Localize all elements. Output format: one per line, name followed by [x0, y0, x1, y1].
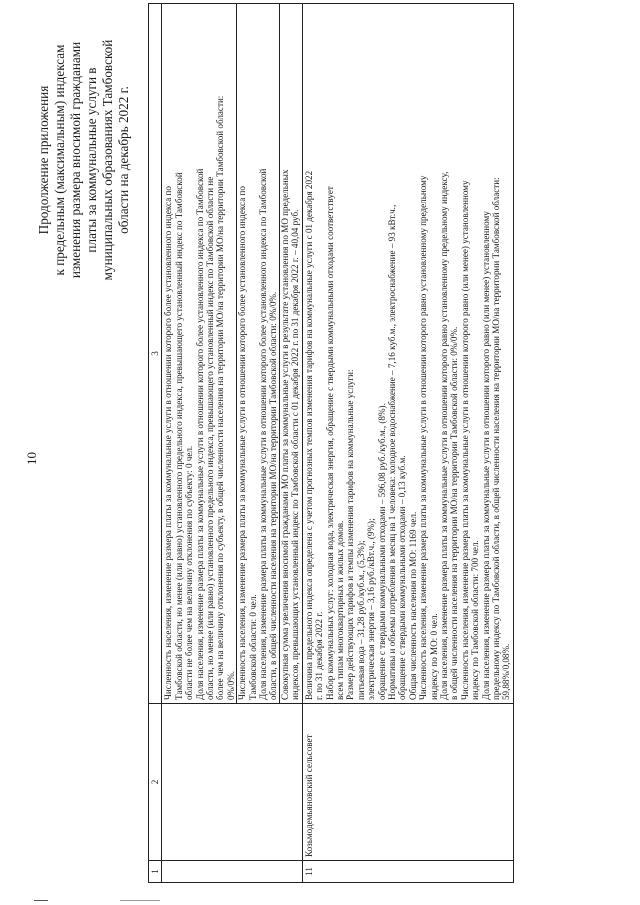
detail-line: Общая численность населения по МО: 1169 чел. — [407, 511, 418, 700]
detail-line: Численность населения, изменение размера платы за коммунальные услуги в отношении которого равно (или менее) установленному — [459, 180, 470, 700]
detail-line: индексов, превышающих установленный индекс по Тамбовской области с 01 декабря 2022 г. по 31 декабря 2022 г. – 40,04 руб. — [290, 209, 301, 700]
heading-line: платы за коммунальные услуги в — [84, 67, 99, 253]
detail-line: Набор коммунальных услуг: холодная вода, электрическая энергия, обращение с твердыми коммунальными отходами соответствует — [324, 186, 335, 700]
row-details — [302, 4, 513, 704]
detail-line: г. по 31 декабря 2022 г. — [314, 611, 325, 700]
detail-line: Величина предельного индекса определена с учетом прогнозных темпов изменения тарифов на коммунальные услуги с 01 декабря 2022 — [303, 170, 314, 700]
detail-line: индексу по МО: 0 чел. — [428, 613, 439, 700]
page-number: 10 — [24, 452, 39, 465]
municipality-name — [162, 704, 302, 861]
detail-line: Численность населения, изменение размера платы за коммунальные услуги в отношении которого равно установленному предельному — [418, 175, 429, 700]
detail-line: Совокупная сумма увеличения вносимой гражданами МО платы за коммунальные услуги в результате установления по МО предельных — [279, 169, 290, 700]
detail-line: в общей численности населения на территории МО/на территории Тамбовской области: 0%/0%. — [449, 326, 460, 700]
detail-line: обращение с твердыми коммунальными отходами – 596,08 руб./куб.м., (8%). — [376, 403, 387, 700]
heading-line: изменения размера вносимой гражданами — [68, 41, 83, 279]
detail-line: области, но менее (или равно) установленного предельного индекса, превышающего установленный индекс по Тамбовской области не — [205, 176, 216, 700]
scan-mark — [120, 900, 160, 901]
detail-line: Доля населения, изменение размера платы за коммунальные услуги в отношении которого более установленного индекса по Тамбовской — [194, 168, 205, 700]
column-header: 1 — [149, 861, 162, 883]
detail-line: предельному индексу по Тамбовской области, в общей численности населения на территории МО/на территории Тамбовской области: — [491, 177, 501, 700]
detail-line: Размер действующих тарифов и темпы изменения тарифов на коммунальные услуги: — [345, 369, 356, 700]
table-row — [162, 4, 302, 883]
heading-line: Продолжение приложения — [36, 85, 51, 235]
detail-line: Тамбовской области: 0 чел. — [247, 594, 258, 700]
detail-line: Тамбовской области, но менее (или равно) установленного предельного индекса, превышающего установленный индекс по Тамбовской — [173, 172, 184, 700]
column-header: 3 — [149, 4, 162, 704]
heading-line: к предельным (максимальным) индексам — [52, 44, 67, 276]
detail-line: области не более чем на величину отклонения по субъекту: 0 чел. — [184, 445, 195, 700]
detail-line: Доля населения, изменение размера платы за коммунальные услуги в отношении которого равно (или менее) установленному — [480, 211, 491, 700]
detail-line: области, в общей численности населения на территории МО/на территории Тамбовской области: 0%/0%. — [268, 291, 279, 700]
heading-line: области на декабрь 2022 г. — [116, 86, 131, 234]
detail-line: обращение с твердыми коммунальными отходами – 0,13 куб.м. — [397, 455, 408, 700]
table-row — [302, 4, 513, 883]
detail-line: индексу по Тамбовской области: 700 чел. — [470, 540, 481, 700]
municipality-name: Козьмодемьяновский сельсовет — [302, 704, 513, 861]
detail-line: более чем на величину отклонения по субъекту, в общей численности населения на территории МО/на территории МО/на территории Тамбовской области: — [215, 95, 226, 700]
table-header-row — [149, 4, 162, 883]
detail-line: всем типам многоквартирных и жилых домов. — [334, 520, 345, 700]
heading-line: муниципальных образованиях Тамбовской — [100, 39, 115, 281]
row-number — [162, 861, 302, 883]
scan-mark — [34, 900, 48, 901]
detail-line: Доля населения, изменение размера платы за коммунальные услуги в отношении которого более установленного индекса по Тамбовской — [258, 168, 269, 700]
detail-line: Численность населения, изменение размера платы за коммунальные услуги в отношении которого более установленного индекса по — [237, 186, 248, 700]
row-details — [162, 4, 302, 704]
detail-line: питьевая вода – 31,28 руб./куб.м., (5,3%); — [355, 540, 366, 700]
detail-line: Нормативы и объемы потребления в месяц на 1 человека: холодное водоснабжение – 7,16 куб.м., электроснабжение – 93 кВт.ч., — [386, 204, 397, 700]
row-number: 11 — [302, 861, 513, 883]
detail-line: электрическая энергия – 3,16 руб./кВт.ч., (9%); — [366, 518, 377, 700]
detail-line: 0%/0%. — [225, 670, 236, 700]
indices-table — [148, 3, 514, 883]
appendix-heading — [36, 5, 132, 315]
detail-line: Численность населения, изменение размера платы за коммунальные услуги в отношении которого более установленного индекса по — [163, 186, 174, 700]
column-header: 2 — [149, 704, 162, 861]
detail-line: Доля населения, изменение размера платы за коммунальные услуги в отношении которого равно установленному предельному индексу, — [438, 171, 449, 700]
detail-line: 59,88%/0,08%. — [501, 643, 512, 700]
